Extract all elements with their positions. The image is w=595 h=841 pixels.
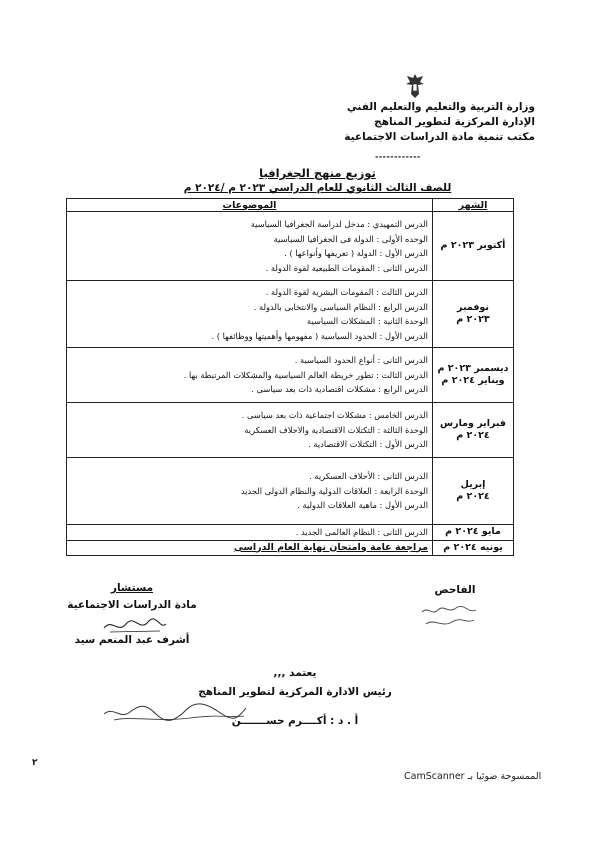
approver-name: أ . د : أكــــرم حســـــــن [231,715,359,727]
table-row [67,403,514,458]
lessons-cell [67,348,433,403]
header-divider: ------------ [375,152,421,161]
examiner-block [420,584,490,596]
lesson-line: الدرس الرابع : مشكلات اقتصادية ذات بعد سياسى . [251,384,428,395]
table-row [67,540,514,556]
lesson-line: الدرس الثانى : الأحلاف العسكرية . [309,471,428,482]
ministry-header [344,100,535,145]
office-name: مكتب تنمية مادة الدراسات الاجتماعية [344,131,535,143]
central-admin-name: الإدارة المركزية لتطوير المناهج [374,116,535,128]
lesson-line: الدرس التمهيدي : مدخل لدراسة الجغرافيا السياسية [250,219,428,229]
table-header-row [67,199,514,212]
month-cell [433,212,514,281]
lessons-cell [67,212,433,281]
examiner-signature-icon [418,602,482,630]
lessons-cell [67,403,433,458]
month-label: نوفمبر [457,302,489,313]
table-row [67,281,514,348]
month-label: أكتوبر ٢٠٢٣ م [440,240,506,251]
month-label: يونيه ٢٠٢٤ م [443,541,503,553]
table-row [67,212,514,281]
advisor-signature-icon [100,616,170,636]
ministry-name: وزارة التربية والتعليم والتعليم الفني [346,101,535,113]
approval-label: يعتمد ,,, [273,667,317,679]
month-label: إبريل [460,479,486,490]
lesson-line: مراجعة عامة وامتحان نهاية العام الدراسى [233,541,428,553]
advisor-title: مستشار [110,582,154,594]
month-year: ٢٠٢٤ م [456,491,490,502]
month-header: الشهر [433,199,514,212]
month-cell [433,525,514,541]
page-number: ٢ [32,758,38,768]
approver-signature-icon [100,700,250,726]
topics-header: الموضوعات [67,199,433,212]
lesson-line: الوحدة الثالثة : التكتلات الاقتصادية والاحلاف العسكرية [244,424,428,435]
scanner-footer [404,771,541,782]
lessons-cell [67,458,433,525]
document-subtitle: للصف الثالث الثانوي للعام الدراسي ٢٠٢٣ م /٢٠٢٤ م [183,182,452,194]
month-label: ويناير ٢٠٢٤ م [441,375,505,386]
lesson-line: الدرس الثانى : المقومات الطبيعية لقوة الدولة . [265,262,428,273]
lesson-line: الدرس الأول : التكتلات الاقتصادية . [308,439,428,450]
lesson-line: الدرس الأول : ماهية العلاقات الدولية . [297,500,428,511]
advisor-subject: مادة الدراسات الاجتماعية [67,599,197,611]
document-title: توزيع منهج الجغرافيا [259,166,376,180]
table-row [67,458,514,525]
lesson-line: الوحده الأولى : الدولة فى الجغرافيا السياسية [273,233,428,244]
lesson-line: الدرس الرابع : النظام السياسى والانتخابى بالدولة . [253,301,428,312]
scanner-app-name: CamScanner [404,771,465,782]
lessons-cell [67,281,433,348]
month-label: ديسمبر ٢٠٢٣ م [437,363,509,374]
curriculum-table [66,198,514,556]
month-year: ٢٠٢٤ م [456,430,490,441]
month-cell [433,458,514,525]
table-row [67,348,514,403]
table-row [67,525,514,541]
lesson-line: الدرس الأول : الدولة ( تعريفها وأنواعها ) . [284,248,428,258]
eagle-emblem-icon [404,72,426,100]
advisor-name: أشرف عبد المنعم سيد [74,634,190,646]
lessons-cell [67,525,433,541]
month-label: فبراير ومارس [440,418,506,429]
month-cell [433,403,514,458]
lesson-line: الدرس الأول : الحدود السياسية ( مفهومها وأهميتها ووظائفها ) . [211,330,428,341]
lesson-line: الدرس الثانى : أنواع الحدود السياسية . [294,355,428,366]
advisor-signature-block [62,580,202,649]
month-cell [433,281,514,348]
lesson-line: الدرس الثانى : النظام العالمى الجديد . [295,527,428,537]
examiner-label: الفاحص [434,584,476,596]
scanner-prefix: الممسوحة ضوئيا بـ [467,771,542,782]
lesson-line: الدرس الخامس : مشكلات اجتماعية ذات بعد سياسى . [241,410,428,421]
month-label: مايو ٢٠٢٤ م [445,526,501,538]
lesson-line: الوحدة الثانية : المشكلات السياسية [307,316,428,326]
lesson-line: الدرس الثالث : تطور خريطة العالم السياسية والمشكلات المرتبطة بها . [183,369,428,380]
month-cell [433,348,514,403]
lesson-line: الدرس الثالث : المقومات البشرية لقوة الدولة . [265,287,428,297]
approval-title: رئيس الادارة المركزية لتطوير المناهج [198,686,392,698]
month-year: ٢٠٢٣ م [456,314,490,325]
lesson-line: الوحدة الرابعة : العلاقات الدولية والنظام الدولى الجديد [240,485,428,496]
month-cell [433,540,514,556]
lessons-cell [67,540,433,556]
